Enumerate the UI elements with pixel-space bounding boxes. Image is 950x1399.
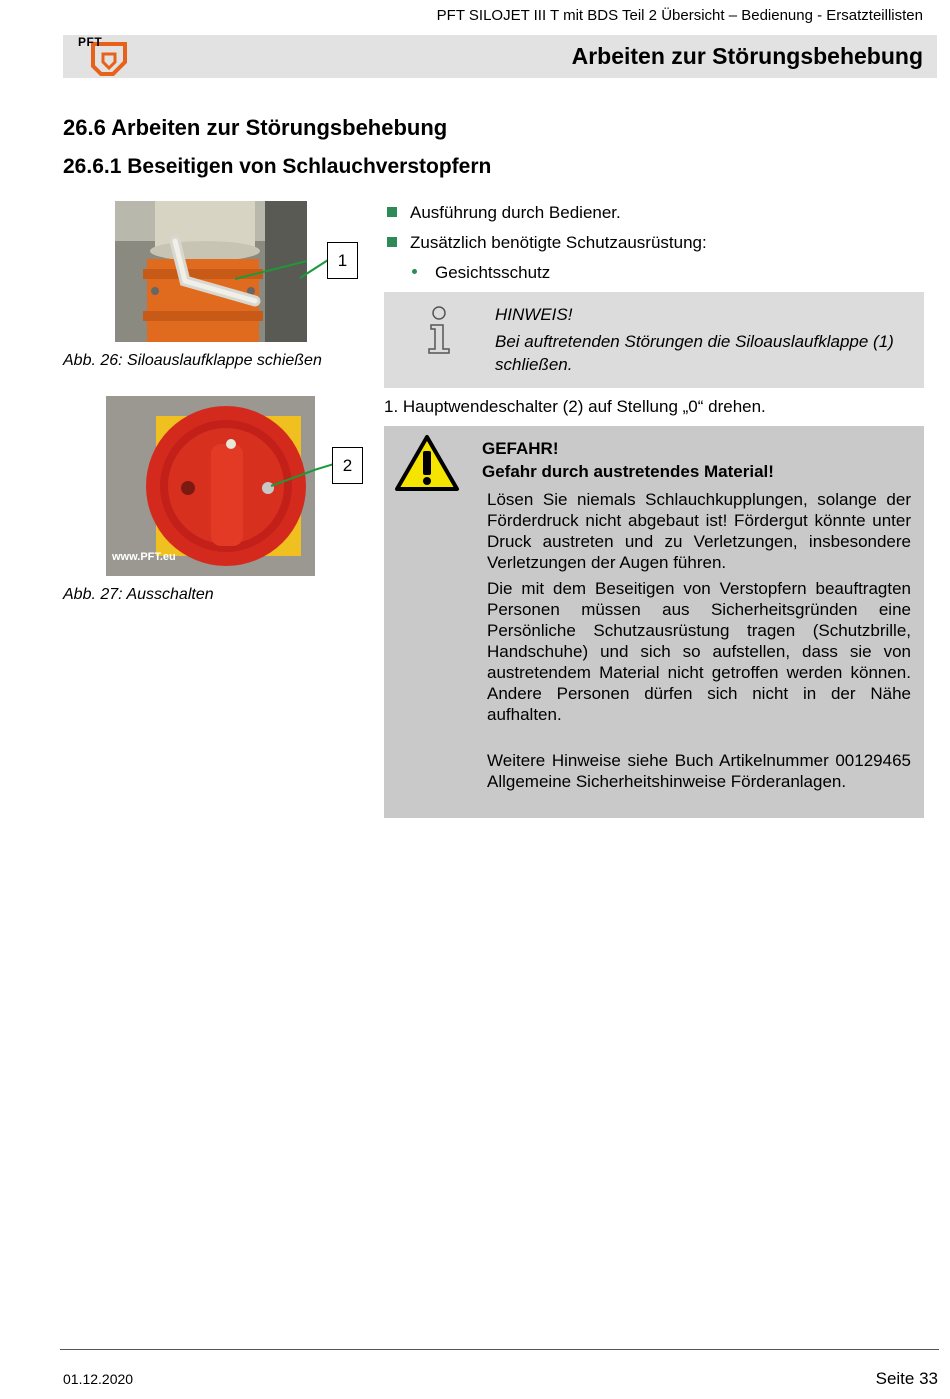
- footer-divider: [60, 1349, 939, 1350]
- danger-paragraph: Weitere Hinweise siehe Buch Artikelnummer 00129465 Allgemeine Sicherheitshinweise Förderanlagen.: [487, 751, 911, 791]
- bullet-marker: [387, 207, 397, 217]
- figure-caption-2: Abb. 27: Ausschalten: [63, 586, 214, 603]
- callout-line-2: [314, 462, 334, 482]
- document-title: PFT SILOJET III T mit BDS Teil 2 Übersicht – Bedienung - Ersatzteillisten: [436, 7, 923, 24]
- instruction-step: 1. Hauptwendeschalter (2) auf Stellung „0“ drehen.: [384, 397, 766, 416]
- photo-watermark: www.PFT.eu: [112, 551, 176, 563]
- list-item: Zusätzlich benötigte Schutzausrüstung:: [410, 233, 707, 252]
- logo-text: PFT: [78, 35, 103, 49]
- silo-outlet-photo: [115, 201, 307, 342]
- danger-paragraph: Die mit dem Beseitigen von Verstopfern beauftragten Personen müssen aus Sicherheitsgründen eine Persönliche Schutzausrüstung tragen (Schutzbrille, Handschuhe) und sich so aufstellen, dass sie von austretendem Material nicht getroffen werden können. Andere Personen dürfen sich nicht in der Nähe aufhalten.: [487, 579, 911, 724]
- heading-1: 26.6 Arbeiten zur Störungsbehebung: [63, 115, 448, 140]
- danger-title: GEFAHR!: [482, 439, 559, 458]
- main-switch-photo: [106, 396, 315, 576]
- list-item: Ausführung durch Bediener.: [410, 203, 621, 222]
- sub-bullet-marker: [412, 269, 417, 274]
- note-title: HINWEIS!: [495, 305, 573, 324]
- heading-2: 26.6.1 Beseitigen von Schlauchverstopfern: [63, 155, 492, 178]
- info-icon: [425, 305, 455, 360]
- sub-list-item: Gesichtsschutz: [435, 263, 551, 282]
- note-text: Bei auftretenden Störungen die Siloauslaufklappe (1) schließen.: [495, 332, 894, 374]
- bullet-marker: [387, 237, 397, 247]
- footer-date: 01.12.2020: [63, 1371, 134, 1387]
- section-title: Arbeiten zur Störungsbehebung: [571, 43, 923, 69]
- warning-triangle-icon: [393, 433, 461, 498]
- figure-caption-1: Abb. 26: Siloauslaufklappe schießen: [63, 352, 322, 369]
- danger-paragraph: Lösen Sie niemals Schlauchkupplungen, solange der Förderdruck nicht abgebaut ist! Fördergut könnte unter Druck austreten und zu Verletzungen, insbesondere Verletzungen der Augen führen.: [487, 490, 911, 572]
- callout-1: 1: [327, 242, 358, 279]
- page-number: Seite 33: [875, 1369, 938, 1388]
- callout-line-1: [300, 250, 328, 280]
- danger-subtitle: Gefahr durch austretendes Material!: [482, 462, 774, 481]
- callout-2: 2: [332, 447, 363, 484]
